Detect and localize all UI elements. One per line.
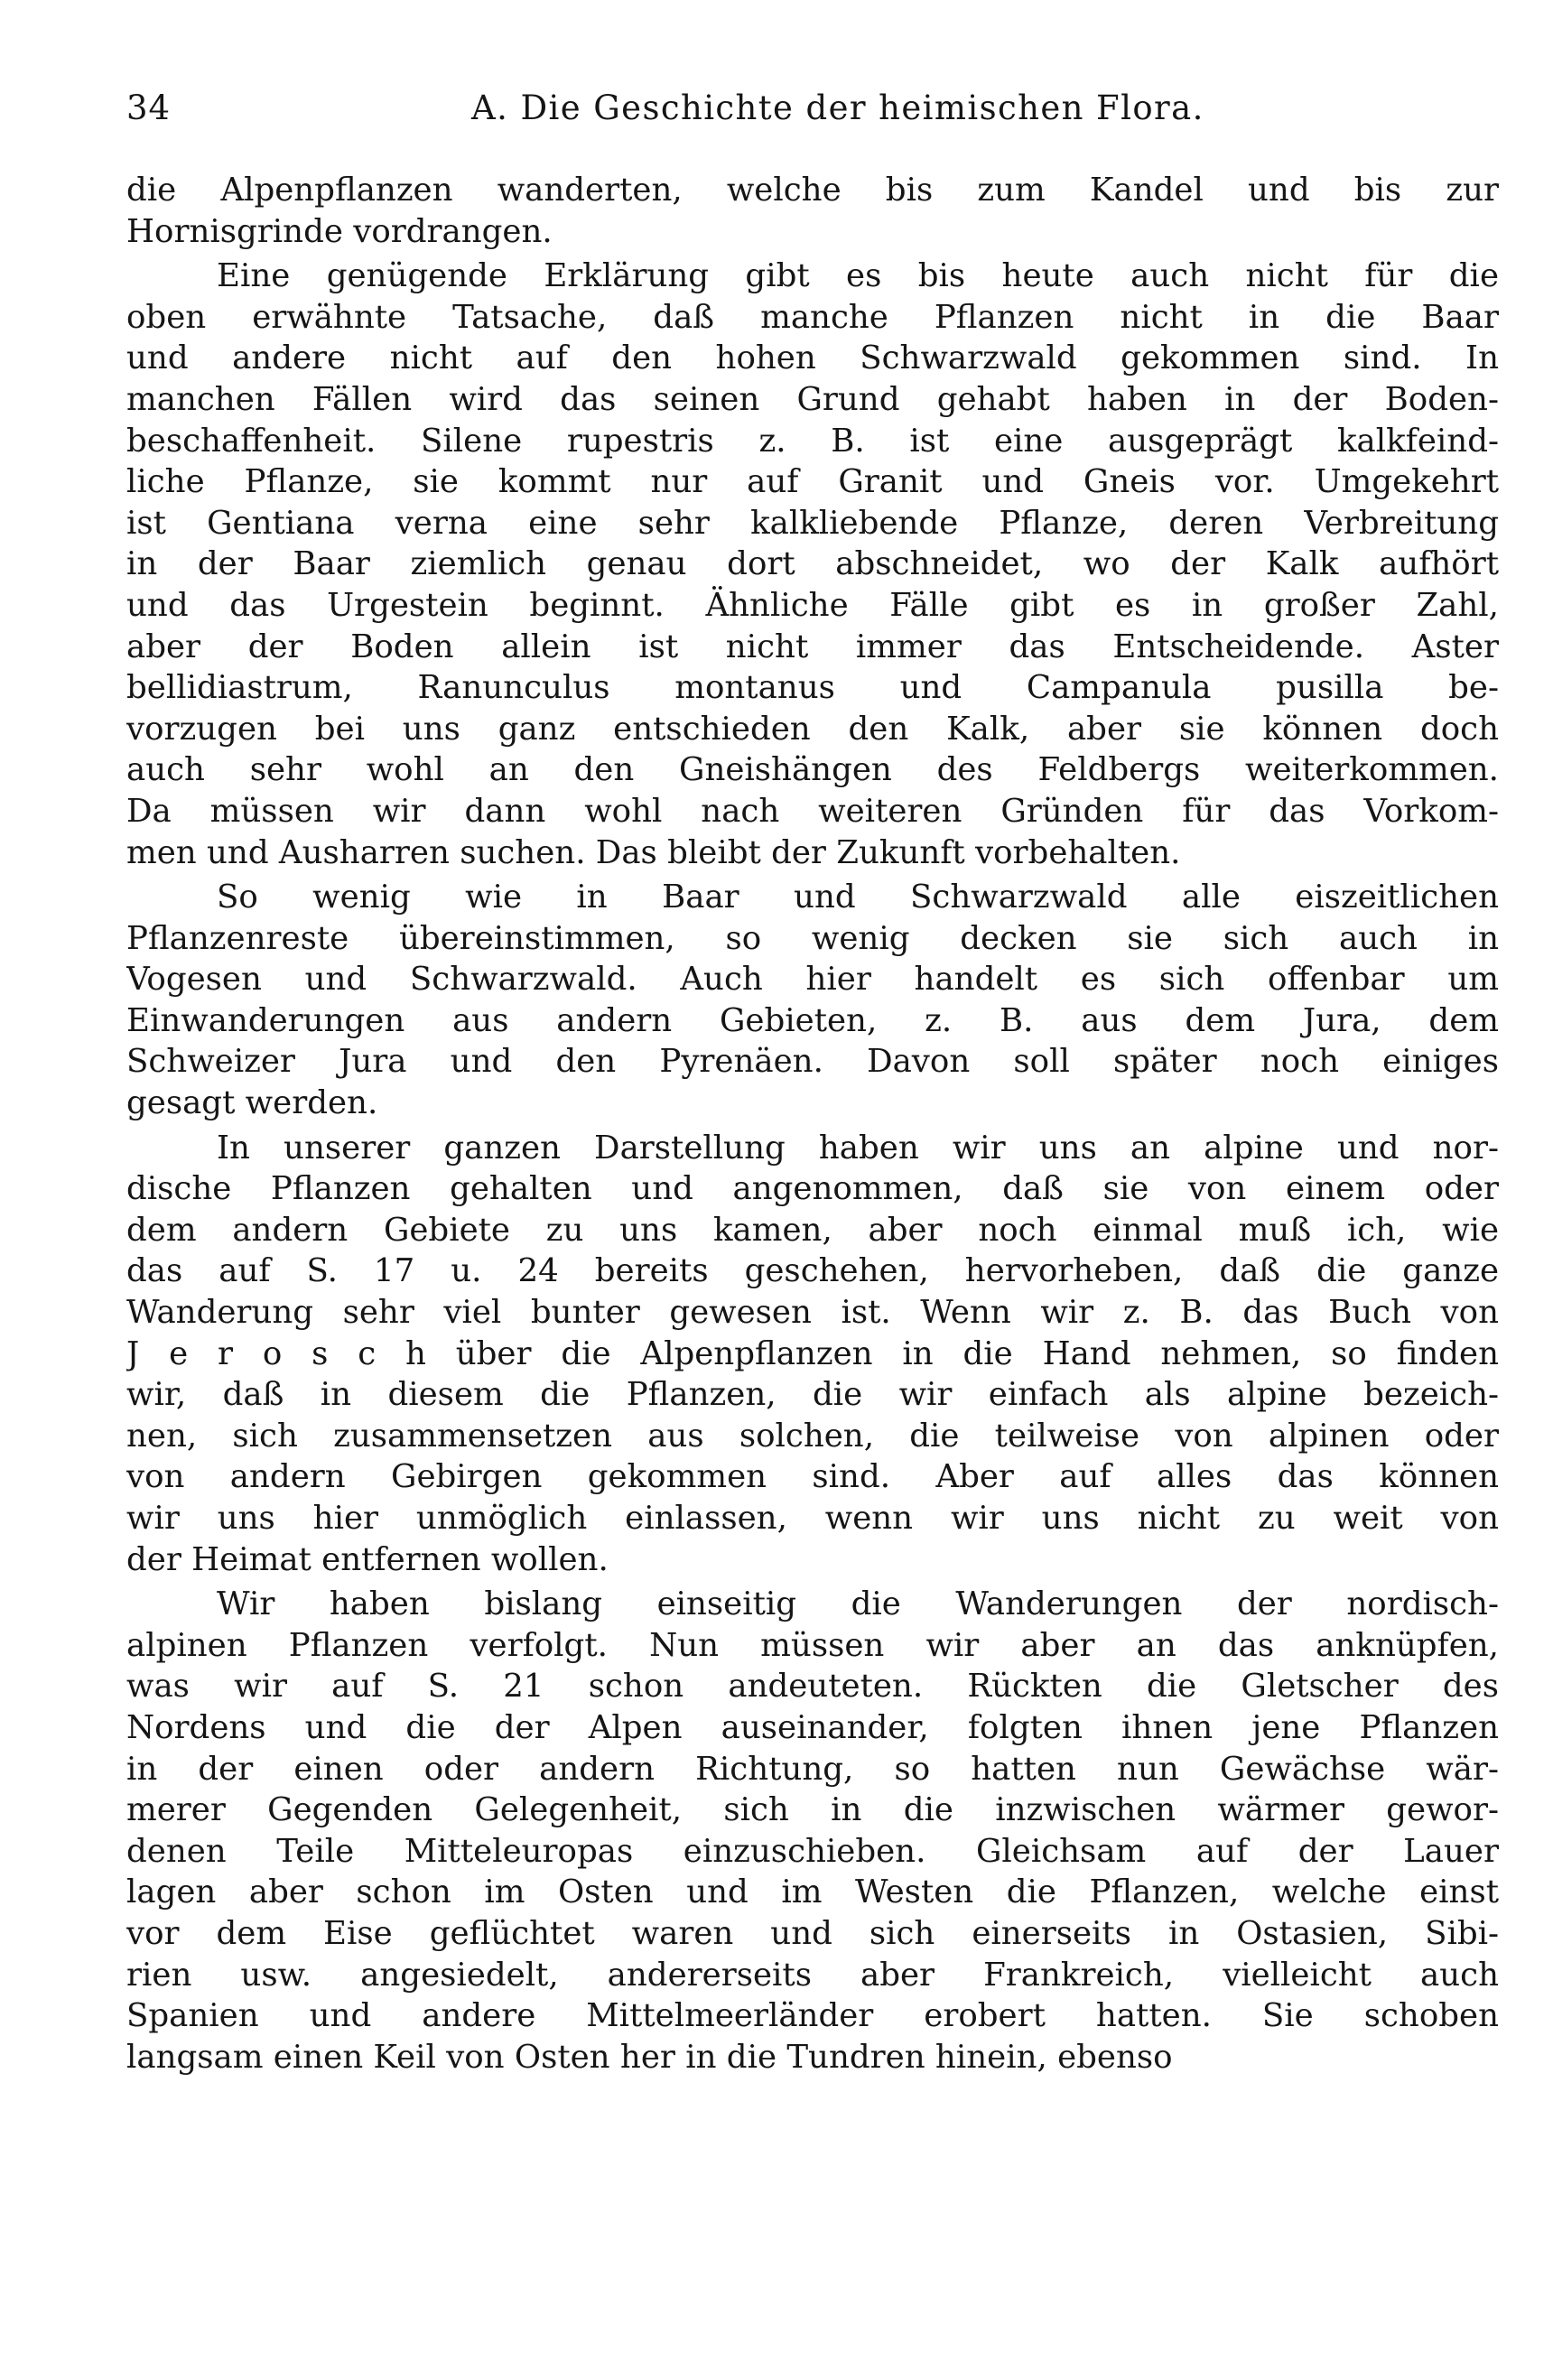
text-line: manchen Fällen wird das seinen Grund gehabt haben in der Boden- [126,380,1499,418]
paragraph [126,1128,1499,1581]
text-line: und das Urgestein beginnt. Ähnliche Fälle gibt es in großer Zahl, [126,586,1499,624]
text-line: Nordens und die der Alpen auseinander, folgten ihnen jene Pflanzen [126,1708,1499,1746]
text-line: Vogesen und Schwarzwald. Auch hier handelt es sich offenbar um [126,961,1499,999]
text-line: oben erwähnte Tatsache, daß manche Pflanzen nicht in die Baar [126,298,1499,336]
running-head: A. Die Geschichte der heimischen Flora. [471,88,1204,127]
paragraph [126,877,1499,1124]
text-line: men und Ausharren suchen. Das bleibt der Zukunft vorbehalten. [126,833,1181,871]
text-line: bellidiastrum, Ranunculus montanus und Campanula pusilla be- [126,669,1499,707]
paragraph [126,1584,1499,2078]
text-line: Hornisgrinde vordrangen. [126,212,553,250]
text-line: aber der Boden allein ist nicht immer das Entscheidende. Aster [126,628,1499,665]
text-line: vor dem Eise geflüchtet waren und sich einerseits in Ostasien, Sibi- [126,1914,1499,1952]
text-line: dem andern Gebiete zu uns kamen, aber noch einmal muß ich, wie [126,1211,1499,1249]
page-number: 34 [126,88,172,127]
text-line: Wanderung sehr viel bunter gewesen ist. Wenn wir z. B. das Buch von [126,1294,1499,1332]
text-line: in der Baar ziemlich genau dort abschneidet, wo der Kalk aufhört [126,545,1499,583]
text-line: denen Teile Mitteleuropas einzuschieben. Gleichsam auf der Lauer [126,1832,1499,1870]
text-line: wir uns hier unmöglich einlassen, wenn wir uns nicht zu weit von [126,1500,1499,1537]
text-line: auch sehr wohl an den Gneishängen des Feldbergs weiterkommen. [126,751,1499,789]
body-text [126,170,1499,2078]
text-line: vorzugen bei uns ganz entschieden den Kalk, aber sie können doch [126,710,1499,748]
text-line: Wir haben bislang einseitig die Wanderungen der nordisch- [217,1585,1499,1623]
text-line: Da müssen wir dann wohl nach weiteren Gründen für das Vorkom- [126,792,1499,830]
text-line: wir, daß in diesem die Pflanzen, die wir einfach als alpine bezeich- [126,1376,1499,1414]
text-line: Schweizer Jura und den Pyrenäen. Davon soll später noch einiges [126,1043,1499,1081]
text-line: dische Pflanzen gehalten und angenommen, daß sie von einem oder [126,1170,1499,1208]
text-line: und andere nicht auf den hohen Schwarzwald gekommen sind. In [126,339,1499,377]
paragraph [126,170,1499,252]
text-line: rien usw. angesiedelt, andererseits aber Frankreich, vielleicht auch [126,1956,1499,1994]
text-line: was wir auf S. 21 schon andeuteten. Rückten die Gletscher des [126,1668,1499,1706]
text-line: in der einen oder andern Richtung, so hatten nun Gewächse wär- [126,1750,1499,1788]
text-line: lagen aber schon im Osten und im Westen die Pflanzen, welche einst [126,1873,1499,1911]
text-line: der Heimat entfernen wollen. [126,1540,609,1578]
text-line: von andern Gebirgen gekommen sind. Aber auf alles das können [126,1458,1499,1496]
text-line: beschaffenheit. Silene rupestris z. B. ist eine ausgeprägt kalkfeind- [126,422,1499,460]
paragraph [126,256,1499,873]
text-line: In unserer ganzen Darstellung haben wir uns an alpine und nor- [217,1129,1499,1167]
text-line: ist Gentiana verna eine sehr kalkliebende Pflanze, deren Verbreitung [126,504,1499,542]
text-line: J e r o s c h über die Alpenpflanzen in die Hand nehmen, so finden [126,1334,1499,1372]
page-header [126,88,1499,143]
text-line: Pflanzenreste übereinstimmen, so wenig decken sie sich auch in [126,919,1499,957]
text-line: das auf S. 17 u. 24 bereits geschehen, hervorheben, daß die ganze [126,1252,1499,1290]
text-line: die Alpenpflanzen wanderten, welche bis zum Kandel und bis zur [126,172,1499,209]
text-line: merer Gegenden Gelegenheit, sich in die inzwischen wärmer gewor- [126,1791,1499,1829]
text-line: nen, sich zusammensetzen aus solchen, die teilweise von alpinen oder [126,1417,1499,1455]
text-line: So wenig wie in Baar und Schwarzwald alle eiszeitlichen [217,879,1499,916]
text-line: alpinen Pflanzen verfolgt. Nun müssen wir aber an das anknüpfen, [126,1626,1499,1664]
text-line: gesagt werden. [126,1084,378,1122]
text-line: liche Pflanze, sie kommt nur auf Granit und Gneis vor. Umgekehrt [126,463,1499,501]
text-line: Spanien und andere Mittelmeerländer erobert hatten. Sie schoben [126,1997,1499,2035]
text-line: Einwanderungen aus andern Gebieten, z. B. aus dem Jura, dem [126,1001,1499,1039]
text-line: Eine genügende Erklärung gibt es bis heute auch nicht für die [217,257,1499,295]
text-line: langsam einen Keil von Osten her in die Tundren hinein, ebenso [126,2038,1173,2076]
